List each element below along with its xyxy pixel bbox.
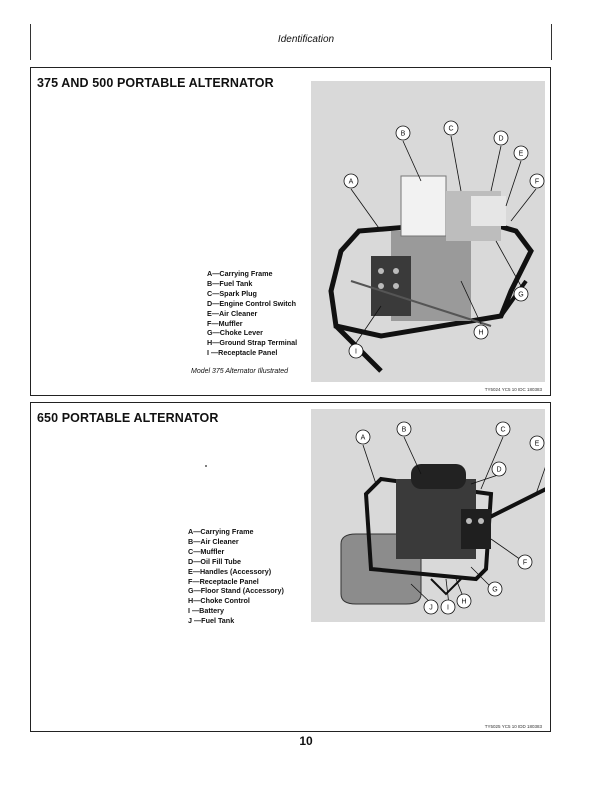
legend-item: J —Fuel Tank [188, 616, 235, 626]
callout-label: B [400, 130, 406, 138]
legend-item: E—Handles (Accessory) [188, 566, 272, 576]
legend-item: B—Air Cleaner [188, 536, 239, 546]
alternator-650-photo [311, 409, 545, 622]
legend-item: D—Engine Control Switch [207, 298, 297, 308]
legend-item: H—Ground Strap Terminal [207, 338, 298, 348]
callout-label: B [401, 426, 407, 434]
callout-label: G [492, 586, 498, 594]
callout-label: G [518, 291, 524, 299]
legend-list [207, 269, 297, 358]
photo-reference: TY5024 YC5 10 IDC 180383 [484, 387, 542, 392]
callout-label: D [496, 466, 502, 474]
callout-label: E [534, 440, 540, 448]
legend-item: F—Muffler [207, 318, 243, 328]
callout-label: F [522, 559, 528, 567]
legend-item: A—Carrying Frame [188, 527, 254, 536]
alternator-375-illustration [311, 81, 545, 382]
stray-mark [205, 465, 207, 467]
section-375-500-alternator [30, 67, 551, 396]
callout-label: I [447, 604, 449, 612]
legend-item: H—Choke Control [188, 596, 250, 606]
figure-caption: Model 375 Alternator Illustrated [191, 368, 289, 375]
callout-label: A [348, 178, 354, 186]
section-title: 650 PORTABLE ALTERNATOR [37, 411, 219, 425]
callout-label: D [498, 135, 504, 143]
callout-label: H [461, 598, 467, 606]
page-header-title: Identification [277, 34, 335, 45]
page-number: 10 [299, 734, 313, 748]
legend-item: I —Battery [188, 606, 224, 616]
legend-list [188, 527, 284, 626]
legend-item: C—Muffler [188, 546, 225, 556]
callout-label: C [448, 125, 454, 133]
callout-label: H [478, 329, 484, 337]
legend-item: A—Carrying Frame [207, 269, 273, 278]
photo-reference: TY5025 YC5 10 IDD 180383 [484, 724, 542, 729]
legend-item: C—Spark Plug [207, 288, 257, 298]
alternator-650-illustration [311, 409, 545, 622]
alternator-375-photo [311, 81, 545, 382]
legend-item: G—Floor Stand (Accessory) [188, 586, 284, 596]
legend-item: D—Oil Fill Tube [188, 556, 241, 566]
legend-item: G—Choke Lever [207, 328, 263, 338]
callout-label: A [360, 434, 366, 442]
section-title: 375 AND 500 PORTABLE ALTERNATOR [37, 76, 274, 90]
legend-item: I —Receptacle Panel [207, 348, 278, 358]
callout-label: I [355, 348, 357, 356]
callout-label: C [500, 426, 506, 434]
legend-item: E—Air Cleaner [207, 308, 258, 318]
callout-label: J [429, 604, 433, 612]
legend-item: F—Receptacle Panel [188, 576, 259, 586]
callout-label: F [534, 178, 540, 186]
legend-item: B—Fuel Tank [207, 278, 253, 288]
callout-label: E [518, 150, 524, 158]
section-650-alternator [30, 402, 551, 732]
